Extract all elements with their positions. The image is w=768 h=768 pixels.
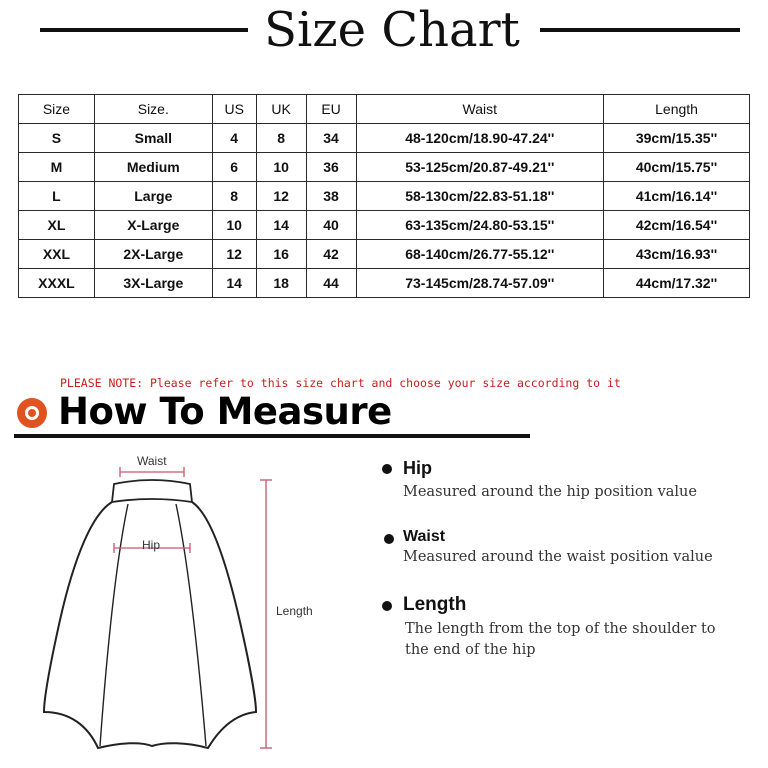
measure-desc-length-line1: The length from the top of the shoulder to bbox=[405, 621, 716, 637]
cell-eu: 44 bbox=[306, 269, 356, 298]
cell-waist: 73-145cm/28.74-57.09'' bbox=[356, 269, 604, 298]
cell-eu: 42 bbox=[306, 240, 356, 269]
cell-waist: 68-140cm/26.77-55.12'' bbox=[356, 240, 604, 269]
title-row bbox=[0, 0, 768, 64]
cell-uk: 12 bbox=[256, 182, 306, 211]
cell-uk: 8 bbox=[256, 124, 306, 153]
column-header-waist: Waist bbox=[356, 95, 604, 124]
column-header-uk: UK bbox=[256, 95, 306, 124]
cell-waist: 53-125cm/20.87-49.21'' bbox=[356, 153, 604, 182]
cell-size: XXXL bbox=[19, 269, 95, 298]
cell-waist: 63-135cm/24.80-53.15'' bbox=[356, 211, 604, 240]
size-table bbox=[18, 94, 750, 298]
section-underline bbox=[14, 434, 530, 438]
cell-eu: 34 bbox=[306, 124, 356, 153]
column-header-us: US bbox=[212, 95, 256, 124]
diagram-label-hip: Hip bbox=[142, 538, 161, 552]
section-title-how-to-measure: How To Measure bbox=[58, 390, 392, 433]
table-row bbox=[19, 211, 750, 240]
cell-us: 14 bbox=[212, 269, 256, 298]
cell-size-name: 3X-Large bbox=[94, 269, 212, 298]
cell-size: M bbox=[19, 153, 95, 182]
table-row bbox=[19, 124, 750, 153]
table-row bbox=[19, 182, 750, 211]
cell-uk: 10 bbox=[256, 153, 306, 182]
cell-length: 42cm/16.54'' bbox=[604, 211, 750, 240]
cell-uk: 16 bbox=[256, 240, 306, 269]
cell-size-name: Small bbox=[94, 124, 212, 153]
measure-title-hip: Hip bbox=[403, 458, 432, 478]
title-rule-right bbox=[540, 28, 740, 32]
bullet-icon bbox=[384, 534, 394, 544]
page-title: Size Chart bbox=[264, 2, 520, 58]
cell-waist: 48-120cm/18.90-47.24'' bbox=[356, 124, 604, 153]
cell-size: XL bbox=[19, 211, 95, 240]
bullet-icon bbox=[382, 601, 392, 611]
cell-us: 8 bbox=[212, 182, 256, 211]
cell-size: XXL bbox=[19, 240, 95, 269]
measure-desc-hip: Measured around the hip position value bbox=[403, 484, 697, 500]
cell-length: 40cm/15.75'' bbox=[604, 153, 750, 182]
bullet-icon bbox=[382, 464, 392, 474]
length-measure-line bbox=[260, 480, 272, 748]
cell-eu: 36 bbox=[306, 153, 356, 182]
cell-size: L bbox=[19, 182, 95, 211]
column-header-size: Size bbox=[19, 95, 95, 124]
cell-waist: 58-130cm/22.83-51.18'' bbox=[356, 182, 604, 211]
column-header-eu: EU bbox=[306, 95, 356, 124]
measure-title-length: Length bbox=[403, 594, 467, 615]
table-row bbox=[19, 269, 750, 298]
title-rule-left bbox=[40, 28, 248, 32]
cell-us: 6 bbox=[212, 153, 256, 182]
diagram-label-waist: Waist bbox=[137, 454, 167, 468]
skirt-diagram bbox=[30, 450, 330, 762]
cell-length: 43cm/16.93'' bbox=[604, 240, 750, 269]
bullet-circle-icon bbox=[17, 398, 47, 428]
table-header-row bbox=[19, 95, 750, 124]
measure-title-waist: Waist bbox=[403, 528, 446, 545]
column-header-size-name: Size. bbox=[94, 95, 212, 124]
size-note: PLEASE NOTE: Please refer to this size chart and choose your size according to it bbox=[60, 376, 621, 390]
waist-measure-line bbox=[120, 467, 184, 477]
measure-desc-waist: Measured around the waist position value bbox=[403, 549, 713, 565]
measure-desc-length-line2: the end of the hip bbox=[405, 642, 536, 658]
cell-us: 4 bbox=[212, 124, 256, 153]
cell-length: 44cm/17.32'' bbox=[604, 269, 750, 298]
table-row bbox=[19, 153, 750, 182]
cell-eu: 38 bbox=[306, 182, 356, 211]
cell-length: 41cm/16.14'' bbox=[604, 182, 750, 211]
cell-uk: 18 bbox=[256, 269, 306, 298]
cell-length: 39cm/15.35'' bbox=[604, 124, 750, 153]
table-row bbox=[19, 240, 750, 269]
cell-us: 10 bbox=[212, 211, 256, 240]
cell-us: 12 bbox=[212, 240, 256, 269]
column-header-length: Length bbox=[604, 95, 750, 124]
cell-size-name: X-Large bbox=[94, 211, 212, 240]
cell-size-name: Large bbox=[94, 182, 212, 211]
cell-size-name: Medium bbox=[94, 153, 212, 182]
cell-size-name: 2X-Large bbox=[94, 240, 212, 269]
cell-size: S bbox=[19, 124, 95, 153]
cell-uk: 14 bbox=[256, 211, 306, 240]
cell-eu: 40 bbox=[306, 211, 356, 240]
diagram-label-length: Length bbox=[276, 604, 313, 618]
